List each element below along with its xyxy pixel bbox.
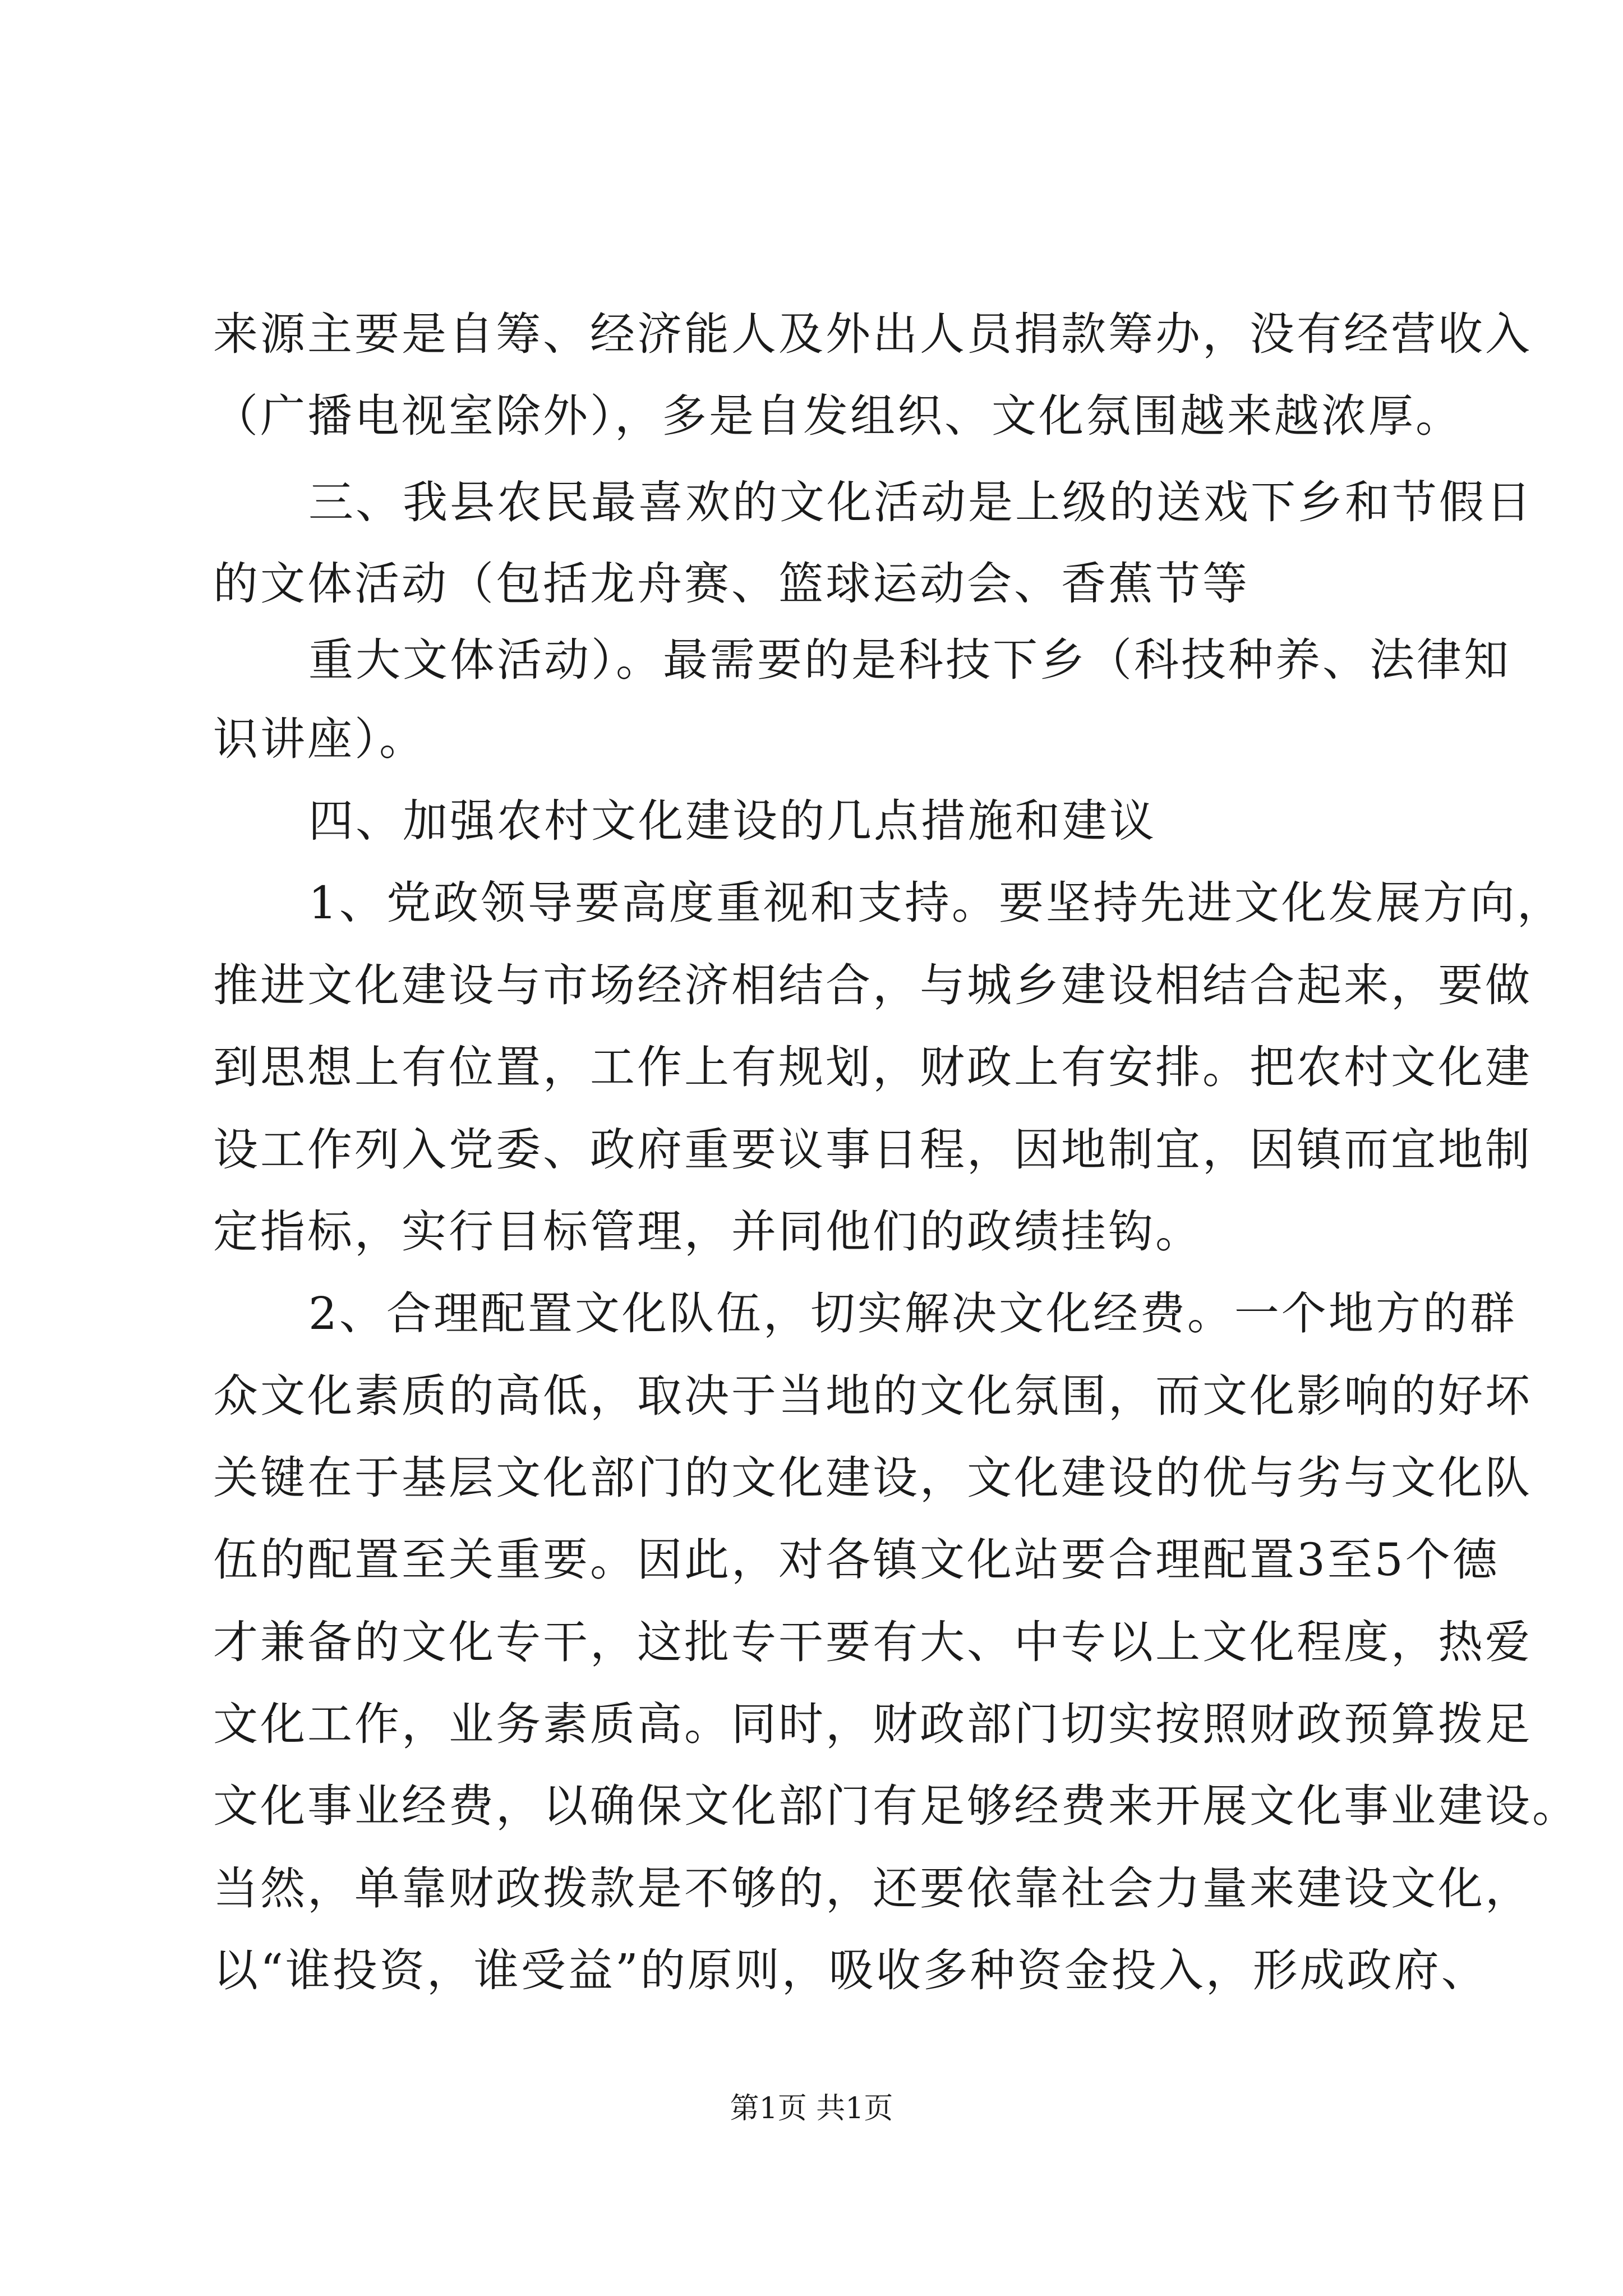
text-line: 识讲座）。 [213, 713, 426, 765]
page-footer: 第1页 共1页 [730, 2092, 893, 2125]
text-line: 三、我县农民最喜欢的文化活动是上级的送戏下乡和节假日 [308, 476, 1533, 528]
text-line: 2、合理配置文化队伍，切实解决文化经费。一个地方的群 [308, 1287, 1517, 1340]
text-line: 以“谁投资，谁受益”的原则，吸收多种资金投入，形成政府、 [213, 1944, 1488, 1996]
text-line: 定指标，实行目标管理，并同他们的政绩挂钩。 [213, 1205, 1202, 1258]
text-line: 推进文化建设与市场经济相结合，与城乡建设相结合起来，要做 [213, 959, 1532, 1011]
text-line: 伍的配置至关重要。因此，对各镇文化站要合理配置3至5个德 [213, 1534, 1500, 1586]
text-line: 设工作列入党委、政府重要议事日程，因地制宜，因镇而宜地制 [213, 1124, 1532, 1176]
text-line: 文化工作，业务素质高。同时，财政部门切实按照财政预算拨足 [213, 1698, 1532, 1750]
text-line: 当然，单靠财政拨款是不够的，还要依靠社会力量来建设文化， [213, 1862, 1532, 1915]
section-heading: 四、加强农村文化建设的几点措施和建议 [308, 795, 1156, 847]
text-line: 来源主要是自筹、经济能人及外出人员捐款筹办，没有经营收入 [213, 308, 1532, 360]
text-line: 才兼备的文化专干，这批专干要有大、中专以上文化程度，热爱 [213, 1616, 1532, 1668]
text-line: 1、党政领导要高度重视和支持。要坚持先进文化发展方向， [308, 877, 1564, 929]
text-line: 重大文体活动）。最需要的是科技下乡（科技种养、法律知 [308, 634, 1511, 686]
text-line: 众文化素质的高低，取决于当地的文化氛围，而文化影响的好坏 [213, 1370, 1532, 1422]
text-line: 关键在于基层文化部门的文化建设，文化建设的优与劣与文化队 [213, 1452, 1532, 1504]
text-line: 到思想上有位置，工作上有规划，财政上有安排。把农村文化建 [213, 1041, 1532, 1093]
text-line: 文化事业经费，以确保文化部门有足够经费来开展文化事业建设。 [213, 1780, 1579, 1832]
text-line: 的文体活动（包括龙舟赛、篮球运动会、香蕉节等 [213, 558, 1249, 610]
text-line: （广播电视室除外），多是自发组织、文化氛围越来越浓厚。 [213, 390, 1463, 442]
